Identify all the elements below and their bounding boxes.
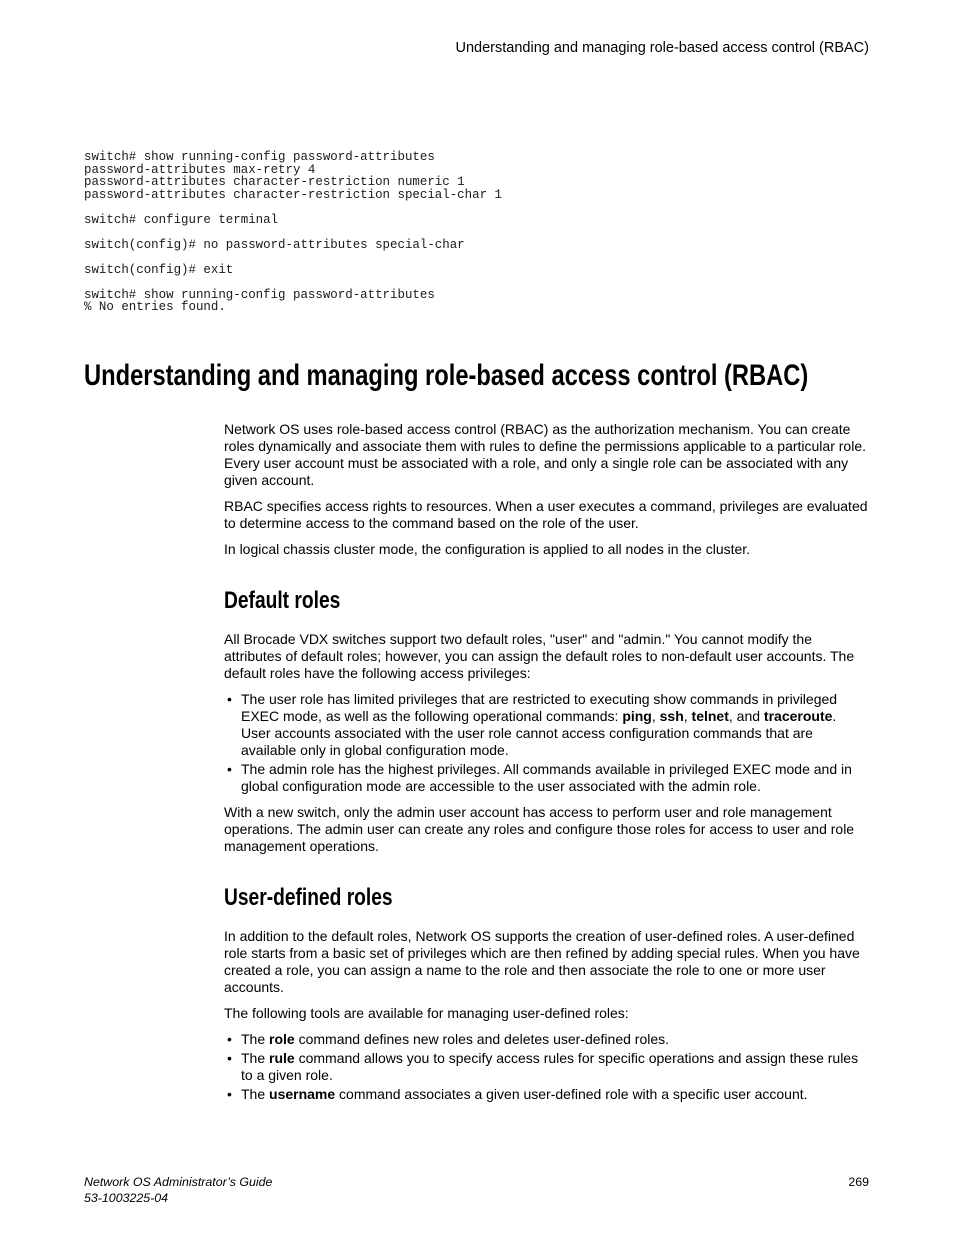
user-defined-roles-tools-list	[224, 1031, 904, 1103]
list-item-text: The admin role has the highest privileges. All commands available in privileged EXEC mode and in global configuration mode are accessible to the user associated with the admin role.	[241, 761, 852, 794]
list-item-text: The	[241, 1031, 270, 1047]
body-column	[224, 421, 904, 1103]
paragraph: In logical chassis cluster mode, the configuration is applied to all nodes in the cluster.	[224, 541, 751, 557]
command-telnet: telnet	[691, 708, 729, 724]
footer-doc-title: Network OS Administrator’s Guide	[84, 1175, 273, 1189]
footer-doc-number: 53-1003225-04	[84, 1191, 169, 1205]
paragraph: With a new switch, only the admin user account has access to perform user and role management operations. The admin user can create any roles and configure those roles for access to user and role management operations.	[224, 804, 855, 854]
list-item	[224, 691, 904, 759]
section-heading-wrapper	[84, 358, 864, 394]
paragraph: In addition to the default roles, Network OS supports the creation of user-defined roles. A user-defined role starts from a basic set of privileges which are then refined by adding special rules. When you have created a role, you can assign a name to the role and then associate the role to one or more user accounts.	[224, 928, 860, 995]
subheading-default-roles: Default roles	[224, 587, 341, 614]
list-item-text: command defines new roles and deletes user-defined roles.	[294, 1031, 670, 1047]
command-ssh: ssh	[659, 708, 684, 724]
list-item	[224, 1086, 904, 1103]
subheading-wrapper	[224, 884, 824, 912]
list-item-text: The user role has limited privileges that are restricted to executing show commands in privileged EXEC mode, as well as the following operational commands:	[241, 691, 838, 724]
list-item-text: ,	[683, 708, 692, 724]
list-item-text: The	[241, 1086, 270, 1102]
paragraph: RBAC specifies access rights to resources. When a user executes a command, privileges are evaluated to determine access to the command based on the role of the user.	[224, 498, 868, 531]
command-rule: rule	[269, 1050, 295, 1066]
subheading-wrapper	[224, 587, 824, 615]
subheading-user-defined-roles: User-defined roles	[224, 884, 393, 911]
paragraph: Network OS uses role-based access control (RBAC) as the authorization mechanism. You can create roles dynamically and associate them with rules to define the permissions applicable to a particular role. Every user account must be associated with a role, and only a single role can be associated with any given account.	[224, 421, 866, 488]
list-item-text: The	[241, 1050, 270, 1066]
page-number: 269	[848, 1175, 869, 1189]
section-heading-rbac: Understanding and managing role-based access control (RBAC)	[84, 359, 809, 392]
footer	[84, 1174, 272, 1206]
paragraph: All Brocade VDX switches support two default roles, "user" and "admin." You cannot modify the attributes of default roles; however, you can assign the default roles to non-default user accounts. The default roles have the following access privileges:	[224, 631, 855, 681]
command-role: role	[269, 1031, 295, 1047]
list-item-text: command allows you to specify access rules for specific operations and assign these rules to a given role.	[241, 1050, 859, 1083]
paragraph: The following tools are available for managing user-defined roles:	[224, 1005, 629, 1021]
list-item	[224, 761, 904, 795]
list-item-text: . User accounts associated with the user role cannot access configuration commands that are available only in global configuration mode.	[241, 708, 837, 758]
list-item-text: , and	[728, 708, 764, 724]
list-item-text: command associates a given user-defined role with a specific user account.	[335, 1086, 808, 1102]
default-roles-list	[224, 691, 904, 795]
running-header: Understanding and managing role-based access control (RBAC)	[455, 40, 869, 56]
list-item-text: ,	[651, 708, 660, 724]
list-item	[224, 1050, 904, 1084]
command-traceroute: traceroute	[763, 708, 833, 724]
code-block: switch# show running-config password-attributes password-attributes max-retry 4 password-attributes character-restriction numeric 1 password-attributes character-restriction special-char 1 switch# configure terminal switch(config)# no password-attributes special-char switch(config)# exit switch# show running-config password-attributes % No entries found.	[84, 150, 502, 314]
command-username: username	[269, 1086, 336, 1102]
list-item	[224, 1031, 904, 1048]
command-ping: ping	[622, 708, 652, 724]
main-content	[84, 358, 914, 1103]
